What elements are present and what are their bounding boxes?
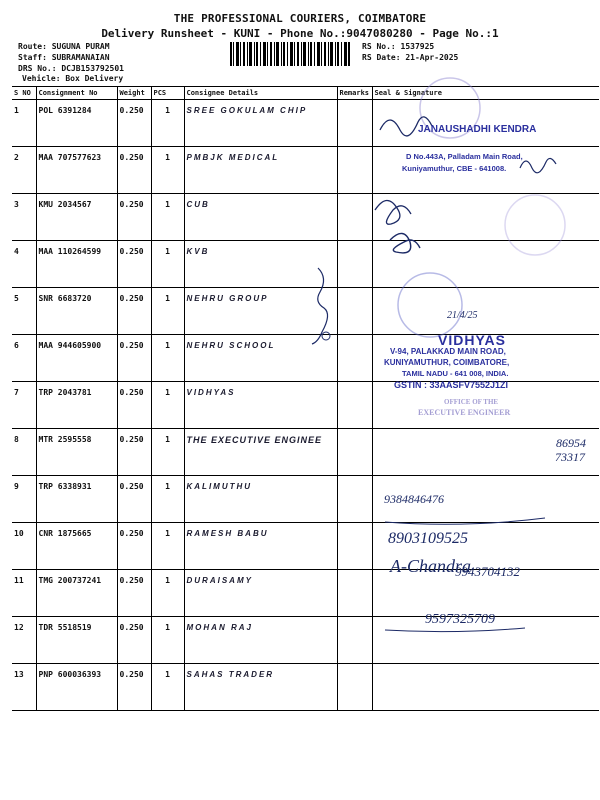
cell-pcs: 1 bbox=[151, 523, 184, 570]
company-title: THE PROFESSIONAL COURIERS, COIMBATORE bbox=[173, 12, 427, 25]
runsheet-subtitle: Delivery Runsheet - KUNI - Phone No.:9047080280 - Page No.:1 bbox=[101, 27, 499, 40]
col-header-sno: S NO bbox=[12, 87, 36, 100]
table-row bbox=[12, 382, 599, 429]
cell-pcs: 1 bbox=[151, 570, 184, 617]
cell-signature bbox=[372, 664, 599, 711]
stamp-vidhyas-address-3: TAMIL NADU - 641 008, INDIA. bbox=[402, 369, 509, 378]
cell-sno: 5 bbox=[12, 288, 36, 335]
cell-pcs: 1 bbox=[151, 476, 184, 523]
barcode bbox=[230, 42, 350, 66]
rs-date-label: RS Date: 21-Apr-2025 bbox=[362, 53, 459, 62]
cell-signature bbox=[372, 241, 599, 288]
cell-consignment: MAA 707577623 bbox=[36, 147, 117, 194]
cell-signature bbox=[372, 100, 599, 147]
handwritten-phone: 8903109525 bbox=[388, 530, 468, 547]
col-header-weight: Weight bbox=[117, 87, 151, 100]
stamp-executive-line-2: EXECUTIVE ENGINEER bbox=[418, 408, 511, 417]
cell-consignee: RAMESH BABU bbox=[184, 523, 337, 570]
cell-weight: 0.250 bbox=[117, 288, 151, 335]
cell-remarks bbox=[337, 476, 372, 523]
cell-pcs: 1 bbox=[151, 147, 184, 194]
cell-remarks bbox=[337, 429, 372, 476]
stamp-janaushadhi-address-2: Kuniyamuthur, CBE - 641008. bbox=[402, 164, 507, 173]
cell-consignment: MTR 2595558 bbox=[36, 429, 117, 476]
table-row bbox=[12, 617, 599, 664]
cell-consignment: PNP 600036393 bbox=[36, 664, 117, 711]
cell-remarks bbox=[337, 241, 372, 288]
cell-remarks bbox=[337, 194, 372, 241]
cell-weight: 0.250 bbox=[117, 100, 151, 147]
cell-weight: 0.250 bbox=[117, 523, 151, 570]
table-row bbox=[12, 194, 599, 241]
cell-weight: 0.250 bbox=[117, 194, 151, 241]
runsheet-table bbox=[12, 86, 599, 711]
staff-label: Staff: SUBRAMANAIAN bbox=[18, 53, 110, 62]
cell-weight: 0.250 bbox=[117, 664, 151, 711]
cell-sno: 6 bbox=[12, 335, 36, 382]
cell-signature bbox=[372, 194, 599, 241]
cell-consignee: PMBJK MEDICAL bbox=[184, 147, 337, 194]
vehicle-label: Vehicle: Box Delivery bbox=[22, 74, 124, 83]
cell-consignment: TDR 5518519 bbox=[36, 617, 117, 664]
col-header-remarks: Remarks bbox=[337, 87, 372, 100]
col-header-signature: Seal & Signature bbox=[372, 87, 599, 100]
cell-weight: 0.250 bbox=[117, 147, 151, 194]
cell-pcs: 1 bbox=[151, 288, 184, 335]
handwritten-name: A-Chandra bbox=[390, 556, 471, 576]
stamp-janaushadhi-title: JANAUSHADHI KENDRA bbox=[418, 124, 537, 135]
cell-weight: 0.250 bbox=[117, 570, 151, 617]
cell-consignee: DURAISAMY bbox=[184, 570, 337, 617]
cell-sno: 2 bbox=[12, 147, 36, 194]
cell-remarks bbox=[337, 664, 372, 711]
cell-consignment: TRP 2043781 bbox=[36, 382, 117, 429]
handwritten-phone: 86954 bbox=[556, 436, 586, 450]
cell-consignment: TMG 200737241 bbox=[36, 570, 117, 617]
table-row bbox=[12, 288, 599, 335]
col-header-pcs: PCS bbox=[151, 87, 184, 100]
cell-sno: 4 bbox=[12, 241, 36, 288]
handwritten-phone: 9943704132 bbox=[455, 564, 520, 579]
cell-remarks bbox=[337, 570, 372, 617]
cell-remarks bbox=[337, 335, 372, 382]
cell-sno: 8 bbox=[12, 429, 36, 476]
cell-pcs: 1 bbox=[151, 664, 184, 711]
drs-label: DRS No.: DCJB153792501 bbox=[18, 64, 124, 73]
cell-weight: 0.250 bbox=[117, 617, 151, 664]
stamp-executive-line-1: OFFICE OF THE bbox=[444, 398, 499, 406]
stamp-vidhyas-title: VIDHYAS bbox=[438, 332, 506, 348]
handwritten-phone: 73317 bbox=[555, 450, 585, 464]
table-row bbox=[12, 476, 599, 523]
cell-consignee: MOHAN RAJ bbox=[184, 617, 337, 664]
cell-consignee: THE EXECUTIVE ENGINEE bbox=[184, 429, 337, 476]
cell-sno: 13 bbox=[12, 664, 36, 711]
cell-sno: 7 bbox=[12, 382, 36, 429]
table-row bbox=[12, 664, 599, 711]
cell-remarks bbox=[337, 100, 372, 147]
cell-consignee: NEHRU GROUP bbox=[184, 288, 337, 335]
rs-number-label: RS No.: 1537925 bbox=[362, 42, 435, 51]
col-header-consignment: Consignment No bbox=[36, 87, 117, 100]
cell-sno: 9 bbox=[12, 476, 36, 523]
cell-sno: 1 bbox=[12, 100, 36, 147]
cell-consignee: SAHAS TRADER bbox=[184, 664, 337, 711]
cell-consignee: NEHRU SCHOOL bbox=[184, 335, 337, 382]
cell-consignee: SREE GOKULAM CHIP bbox=[184, 100, 337, 147]
cell-consignment: CNR 1875665 bbox=[36, 523, 117, 570]
cell-consignment: KMU 2034567 bbox=[36, 194, 117, 241]
cell-remarks bbox=[337, 617, 372, 664]
cell-weight: 0.250 bbox=[117, 241, 151, 288]
stamp-vidhyas-gstin: GSTIN : 33AASFV7552J1ZI bbox=[394, 380, 509, 390]
table-header-row bbox=[12, 87, 599, 100]
cell-weight: 0.250 bbox=[117, 429, 151, 476]
cell-consignee: VIDHYAS bbox=[184, 382, 337, 429]
handwritten-phone: 9384846476 bbox=[384, 492, 444, 506]
table-row bbox=[12, 241, 599, 288]
cell-pcs: 1 bbox=[151, 429, 184, 476]
cell-consignment: POL 6391284 bbox=[36, 100, 117, 147]
cell-remarks bbox=[337, 147, 372, 194]
cell-sno: 3 bbox=[12, 194, 36, 241]
route-label: Route: SUGUNA PURAM bbox=[18, 42, 110, 51]
cell-remarks bbox=[337, 382, 372, 429]
handwritten-date: 21/4/25 bbox=[447, 310, 478, 321]
cell-pcs: 1 bbox=[151, 241, 184, 288]
cell-pcs: 1 bbox=[151, 194, 184, 241]
cell-pcs: 1 bbox=[151, 335, 184, 382]
cell-consignment: TRP 6338931 bbox=[36, 476, 117, 523]
cell-consignment: SNR 6683720 bbox=[36, 288, 117, 335]
table-row bbox=[12, 100, 599, 147]
cell-remarks bbox=[337, 523, 372, 570]
cell-weight: 0.250 bbox=[117, 335, 151, 382]
cell-remarks bbox=[337, 288, 372, 335]
table-row bbox=[12, 335, 599, 382]
handwritten-phone: 9597325709 bbox=[425, 612, 495, 627]
stamp-vidhyas-address-1: V-94, PALAKKAD MAIN ROAD, bbox=[390, 347, 506, 356]
cell-sno: 11 bbox=[12, 570, 36, 617]
table-row bbox=[12, 523, 599, 570]
cell-pcs: 1 bbox=[151, 382, 184, 429]
cell-consignee: CUB bbox=[184, 194, 337, 241]
cell-consignee: KALIMUTHU bbox=[184, 476, 337, 523]
cell-sno: 12 bbox=[12, 617, 36, 664]
cell-weight: 0.250 bbox=[117, 476, 151, 523]
col-header-consignee: Consignee Details bbox=[184, 87, 337, 100]
table-row bbox=[12, 429, 599, 476]
cell-weight: 0.250 bbox=[117, 382, 151, 429]
cell-pcs: 1 bbox=[151, 617, 184, 664]
cell-pcs: 1 bbox=[151, 100, 184, 147]
stamp-janaushadhi-address-1: D No.443A, Palladam Main Road, bbox=[406, 152, 523, 161]
cell-consignment: MAA 944605900 bbox=[36, 335, 117, 382]
cell-consignee: KVB bbox=[184, 241, 337, 288]
cell-consignment: MAA 110264599 bbox=[36, 241, 117, 288]
cell-sno: 10 bbox=[12, 523, 36, 570]
cell-signature bbox=[372, 288, 599, 335]
stamp-vidhyas-address-2: KUNIYAMUTHUR, COIMBATORE, bbox=[384, 358, 510, 367]
